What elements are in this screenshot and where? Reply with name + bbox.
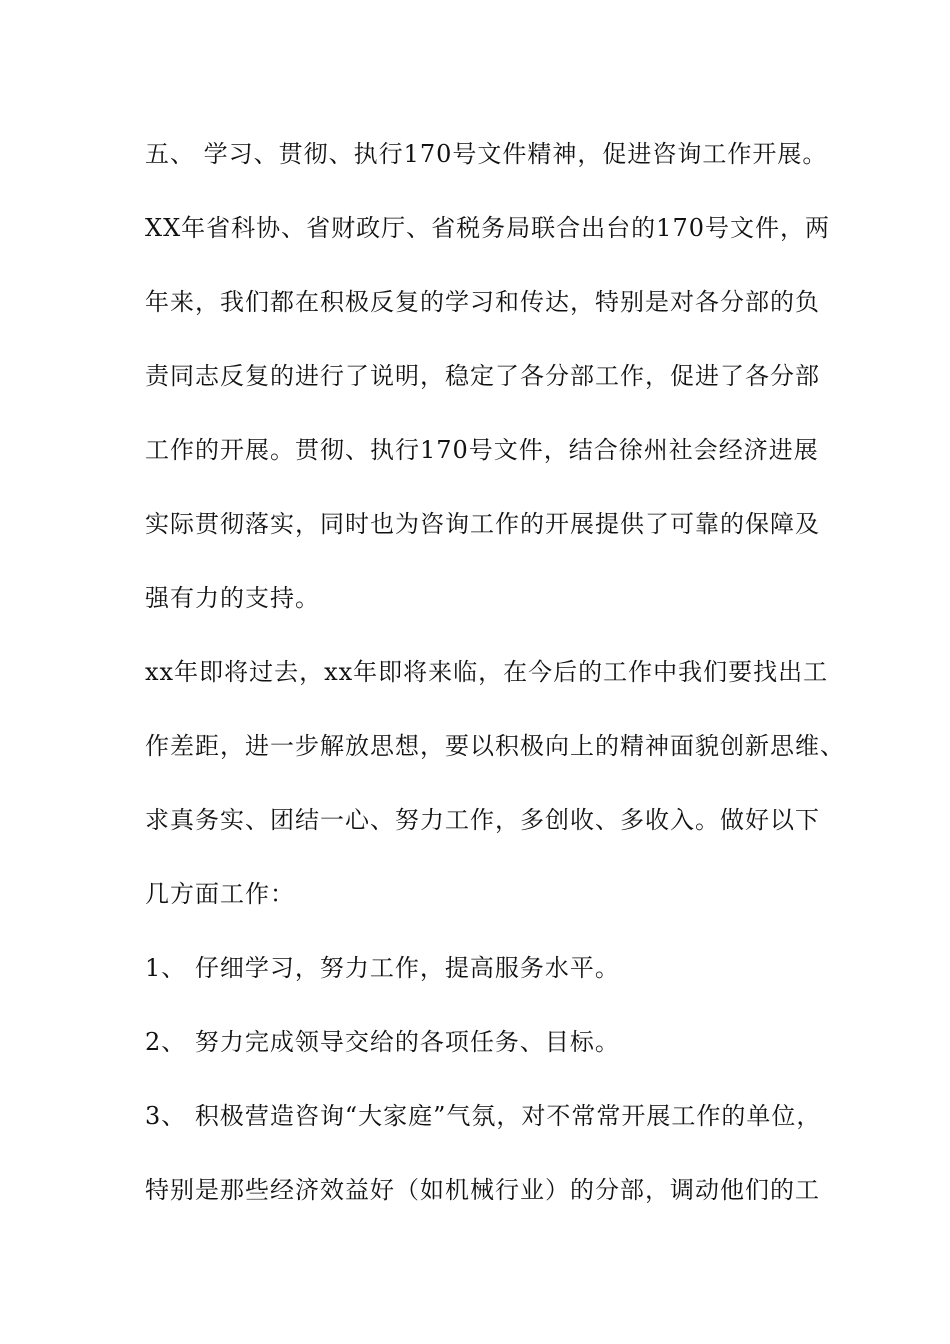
paragraph-line: 求真务实、团结一心、努力工作，多创收、多收入。做好以下 bbox=[145, 806, 820, 834]
paragraph-line: 工作的开展。贯彻、执行170号文件，结合徐州社会经济进展 bbox=[145, 436, 819, 464]
paragraph-line: 作差距，进一步解放思想，要以积极向上的精神面貌创新思维、 bbox=[145, 732, 845, 760]
list-item: 3、 积极营造咨询“大家庭”气氛，对不常常开展工作的单位， bbox=[145, 1102, 822, 1130]
paragraph-line: 责同志反复的进行了说明，稳定了各分部工作，促进了各分部 bbox=[145, 362, 820, 390]
section-heading: 五、 学习、贯彻、执行170号文件精神，促进咨询工作开展。 bbox=[145, 140, 828, 168]
paragraph-line: XX年省科协、省财政厅、省税务局联合出台的170号文件，两 bbox=[145, 214, 830, 242]
paragraph-line: 强有力的支持。 bbox=[145, 584, 320, 612]
paragraph-line: xx年即将过去，xx年即将来临，在今后的工作中我们要找出工 bbox=[145, 658, 829, 686]
paragraph-line: 特别是那些经济效益好（如机械行业）的分部，调动他们的工 bbox=[145, 1176, 820, 1204]
paragraph-line: 几方面工作： bbox=[145, 880, 295, 908]
list-item: 1、 仔细学习，努力工作，提高服务水平。 bbox=[145, 954, 620, 982]
paragraph-line: 年来，我们都在积极反复的学习和传达，特别是对各分部的负 bbox=[145, 288, 820, 316]
list-item: 2、 努力完成领导交给的各项任务、目标。 bbox=[145, 1028, 620, 1056]
paragraph-line: 实际贯彻落实，同时也为咨询工作的开展提供了可靠的保障及 bbox=[145, 510, 820, 538]
